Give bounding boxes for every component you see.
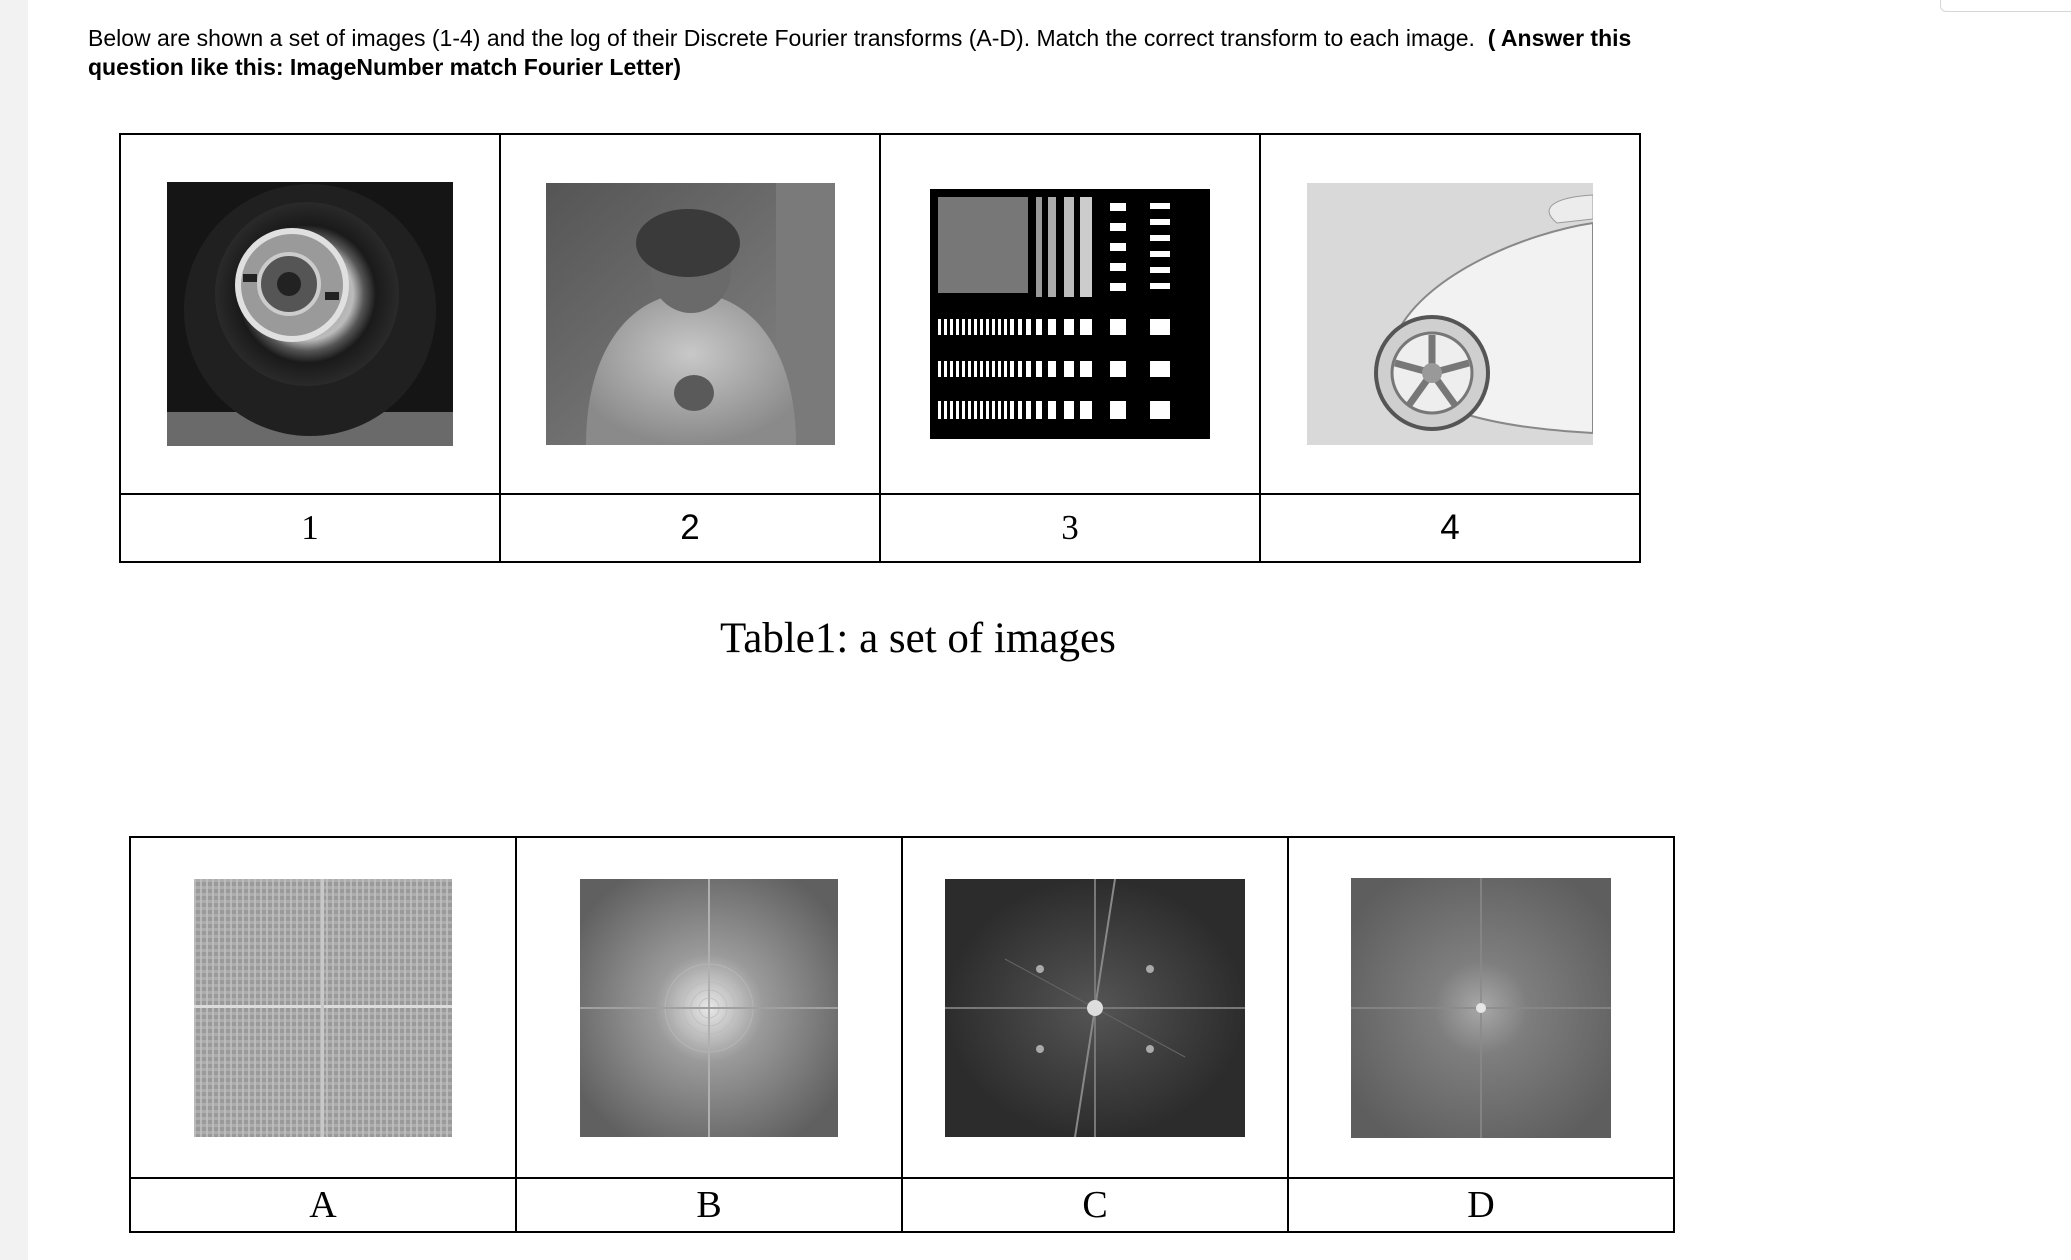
grid-spectrum-image — [194, 879, 452, 1137]
sports-car-image — [1307, 183, 1593, 445]
transform-cell-c — [902, 837, 1288, 1178]
image-cell-3 — [880, 134, 1260, 494]
answer-format-instruction: ( Answer this question like this: ImageNumber match Fourier Letter) — [88, 25, 1632, 80]
child-photo-image — [546, 183, 835, 445]
image-cell-2 — [500, 134, 880, 494]
image-label-3: 3 — [880, 494, 1260, 562]
images-table — [119, 133, 1641, 563]
transform-label-b: B — [516, 1178, 902, 1232]
image-cell-4 — [1260, 134, 1640, 494]
corner-control[interactable] — [1940, 0, 2071, 12]
image-cell-1 — [120, 134, 500, 494]
transform-label-a: A — [130, 1178, 516, 1232]
transform-cell-a — [130, 837, 516, 1178]
question-prompt: Below are shown a set of images (1-4) and the log of their Discrete Fourier transforms (A-D). Match the correct transform to each image. — [88, 25, 1475, 51]
car-wheel-image — [167, 182, 453, 446]
image-label-2: 2 — [500, 494, 880, 562]
transform-label-d: D — [1288, 1178, 1674, 1232]
transforms-table — [129, 836, 1675, 1233]
table1-caption: Table1: a set of images — [720, 615, 1116, 662]
transform-cell-b — [516, 837, 902, 1178]
noise-spectrum-image — [1351, 878, 1611, 1138]
transform-label-c: C — [902, 1178, 1288, 1232]
image-label-4: 4 — [1260, 494, 1640, 562]
ring-spectrum-image — [580, 879, 838, 1137]
question-text — [88, 24, 1728, 82]
left-margin-bar — [0, 0, 28, 1260]
star-spectrum-image — [945, 879, 1245, 1137]
image-label-1: 1 — [120, 494, 500, 562]
bar-pattern-image — [930, 189, 1210, 439]
transform-cell-d — [1288, 837, 1674, 1178]
